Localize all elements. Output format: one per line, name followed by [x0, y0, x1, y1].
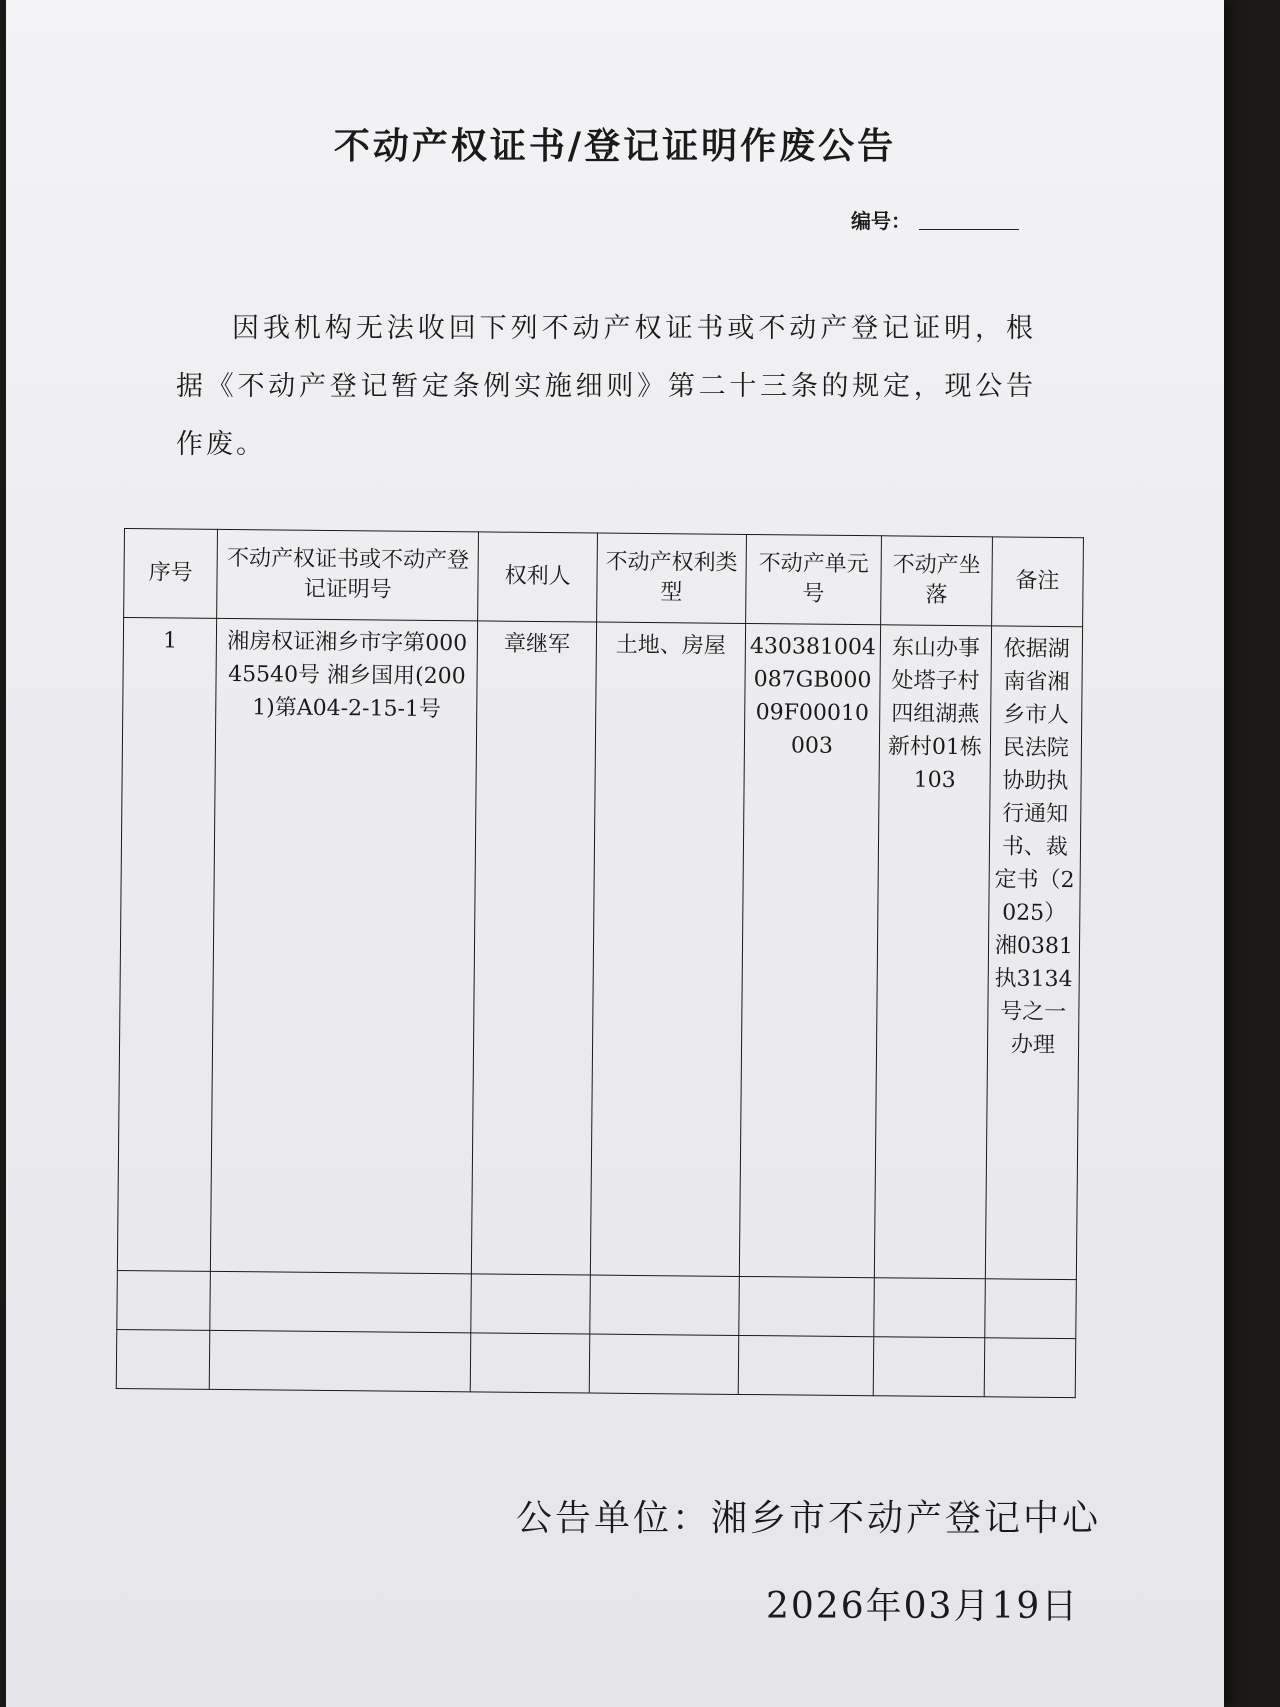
notice-paper — [6, 0, 1224, 1707]
cell-right-type: 土地、房屋 — [590, 622, 745, 1276]
issuing-unit: 公告单位：湘乡市不动产登记中心 — [516, 1498, 1102, 1539]
table-row — [117, 618, 1082, 1280]
header-cert-no: 不动产权证书或不动产登记证明号 — [217, 529, 479, 621]
issue-date: 2026年03月19日 — [766, 1586, 1080, 1627]
serial-label: 编号： — [851, 209, 911, 233]
header-right-type: 不动产权利类型 — [597, 533, 746, 623]
header-holder: 权利人 — [478, 532, 598, 622]
cell-holder: 章继军 — [472, 621, 597, 1275]
cell-remark: 依据湖南省湘乡市人民法院协助执行通知书、裁定书（2025）湘0381执3134号之一办理 — [985, 626, 1083, 1280]
header-seq: 序号 — [124, 529, 218, 619]
cell-unit-no: 430381004087GB00009F00010003 — [739, 623, 881, 1277]
serial-blank-line — [919, 229, 1019, 230]
serial-number — [851, 205, 1019, 234]
cell-location: 东山办事处塔子村四组湖燕新村01栋103 — [875, 625, 992, 1279]
cell-cert-no: 湘房权证湘乡市字第00045540号 湘乡国用(2001)第A04-2-15-1号 — [211, 618, 478, 1273]
header-location: 不动产坐落 — [881, 536, 992, 626]
void-certificate-table — [116, 528, 1084, 1398]
header-unit-no: 不动产单元号 — [745, 534, 882, 624]
cell-seq: 1 — [117, 618, 217, 1272]
header-remark: 备注 — [991, 537, 1083, 627]
table-row-empty — [116, 1329, 1076, 1397]
table-row-empty — [117, 1270, 1077, 1338]
table-header-row — [124, 529, 1084, 627]
document-title: 不动产权证书/登记证明作废公告 — [333, 125, 897, 167]
notice-body: 因我机构无法收回下列不动产权证书或不动产登记证明，根据《不动产登记暂定条例实施细则》第二十三条的规定，现公告作废。 — [176, 313, 1036, 460]
